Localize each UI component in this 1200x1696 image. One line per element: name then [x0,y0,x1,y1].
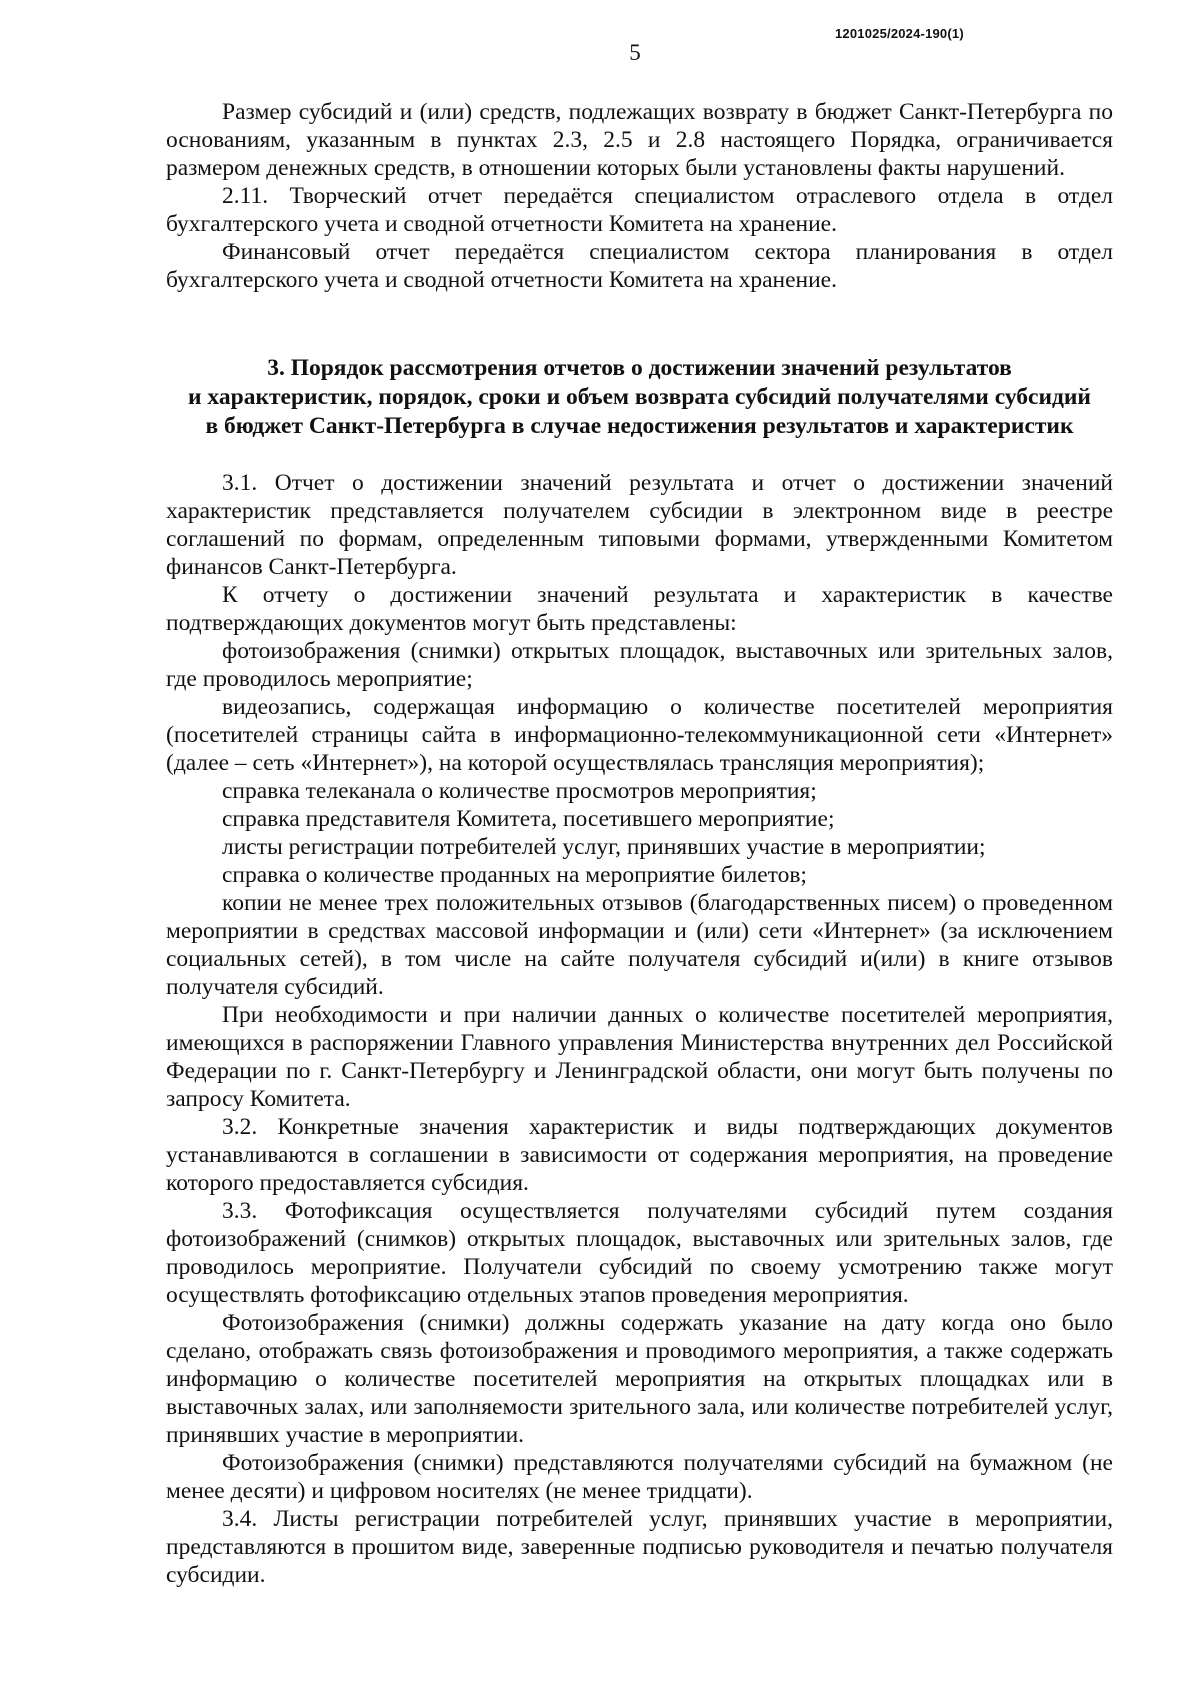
paragraph-photo-requirements: Фотоизображения (снимки) должны содержать указание на дату когда оно было сделано, отображать связь фотоизображения и проводимого мероприятия, а также содержать информацию о количестве посетителей мероприятия на открытых площадках или в выставочных залах, или заполняемости зрительного зала, или количестве потребителей услуг, принявших участие в мероприятии. [166,1310,1113,1448]
section-3-heading [166,354,1113,441]
paragraph-photo-media: Фотоизображения (снимки) представляются получателями субсидий на бумажном (не менее десяти) и цифровом носителях (не менее тридцати). [166,1450,1113,1504]
paragraph-police-data: При необходимости и при наличии данных о количестве посетителей мероприятия, имеющихся в распоряжении Главного управления Министерства внутренних дел Российской Федерации по г. Санкт-Петербургу и Ленинградской области, они могут быть получены по запросу Комитета. [166,1002,1113,1112]
list-item-video: видеозапись, содержащая информацию о количестве посетителей мероприятия (посетителей страницы сайта в информационно-телекоммуникационной сети «Интернет» (далее – сеть «Интернет»), на которой осуществлялась трансляция мероприятия); [166,694,1113,776]
paragraph-financial-report: Финансовый отчет передаётся специалистом сектора планирования в отдел бухгалтерского учета и сводной отчетности Комитета на хранение. [166,239,1113,293]
paragraph-3-1: 3.1. Отчет о достижении значений результата и отчет о достижении значений характеристик представляется получателем субсидии в электронном виде в реестре соглашений по формам, определенным типовыми формами, утвержденными Комитетом финансов Санкт-Петербурга. [166,470,1113,580]
document-registration-number: 1201025/2024-190(1) [835,26,964,41]
list-item-tickets-certificate: справка о количестве проданных на мероприятие билетов; [222,862,807,888]
section-heading-line: в бюджет Санкт-Петербурга в случае недостижения результатов и характеристик [205,413,1074,439]
paragraph-refund-amount: Размер субсидий и (или) средств, подлежащих возврату в бюджет Санкт-Петербурга по основаниям, указанным в пунктах 2.3, 2.5 и 2.8 настоящего Порядка, ограничивается размером денежных средств, в отношении которых были установлены факты нарушений. [166,99,1113,181]
paragraph-2-11-creative-report: 2.11. Творческий отчет передаётся специалистом отраслевого отдела в отдел бухгалтерского учета и сводной отчетности Комитета на хранение. [166,183,1113,237]
paragraph-supporting-docs-intro: К отчету о достижении значений результата и характеристик в качестве подтверждающих документов могут быть представлены: [166,582,1113,636]
list-item-photos: фотоизображения (снимки) открытых площадок, выставочных или зрительных залов, где проводилось мероприятие; [166,638,1113,692]
section-heading-line: и характеристик, порядок, сроки и объем возврата субсидий получателями субсидий [188,384,1091,410]
section-heading-line: 3. Порядок рассмотрения отчетов о достижении значений результатов [267,355,1012,381]
list-item-reviews: копии не менее трех положительных отзывов (благодарственных писем) о проведенном мероприятии в средствах массовой информации и (или) сети «Интернет» (за исключением социальных сетей), в том числе на сайте получателя субсидий и(или) в книге отзывов получателя субсидий. [166,890,1113,1000]
page-number: 5 [629,40,641,65]
paragraph-3-2: 3.2. Конкретные значения характеристик и виды подтверждающих документов устанавливаются в соглашении в зависимости от содержания мероприятия, на проведение которого предоставляется субсидия. [166,1114,1113,1196]
list-item-committee-certificate: справка представителя Комитета, посетившего мероприятие; [222,806,835,832]
list-item-tv-certificate: справка телеканала о количестве просмотров мероприятия; [222,778,817,804]
paragraph-3-4: 3.4. Листы регистрации потребителей услуг, принявших участие в мероприятии, представляются в прошитом виде, заверенные подписью руководителя и печатью получателя субсидии. [166,1506,1113,1588]
paragraph-3-3: 3.3. Фотофиксация осуществляется получателями субсидий путем создания фотоизображений (снимков) открытых площадок, выставочных или зрительных залов, где проводилось мероприятие. Получатели субсидий по своему усмотрению также могут осуществлять фотофиксацию отдельных этапов проведения мероприятия. [166,1198,1113,1308]
document-body [166,98,1113,1589]
list-item-registration-sheets: листы регистрации потребителей услуг, принявших участие в мероприятии; [222,834,986,860]
